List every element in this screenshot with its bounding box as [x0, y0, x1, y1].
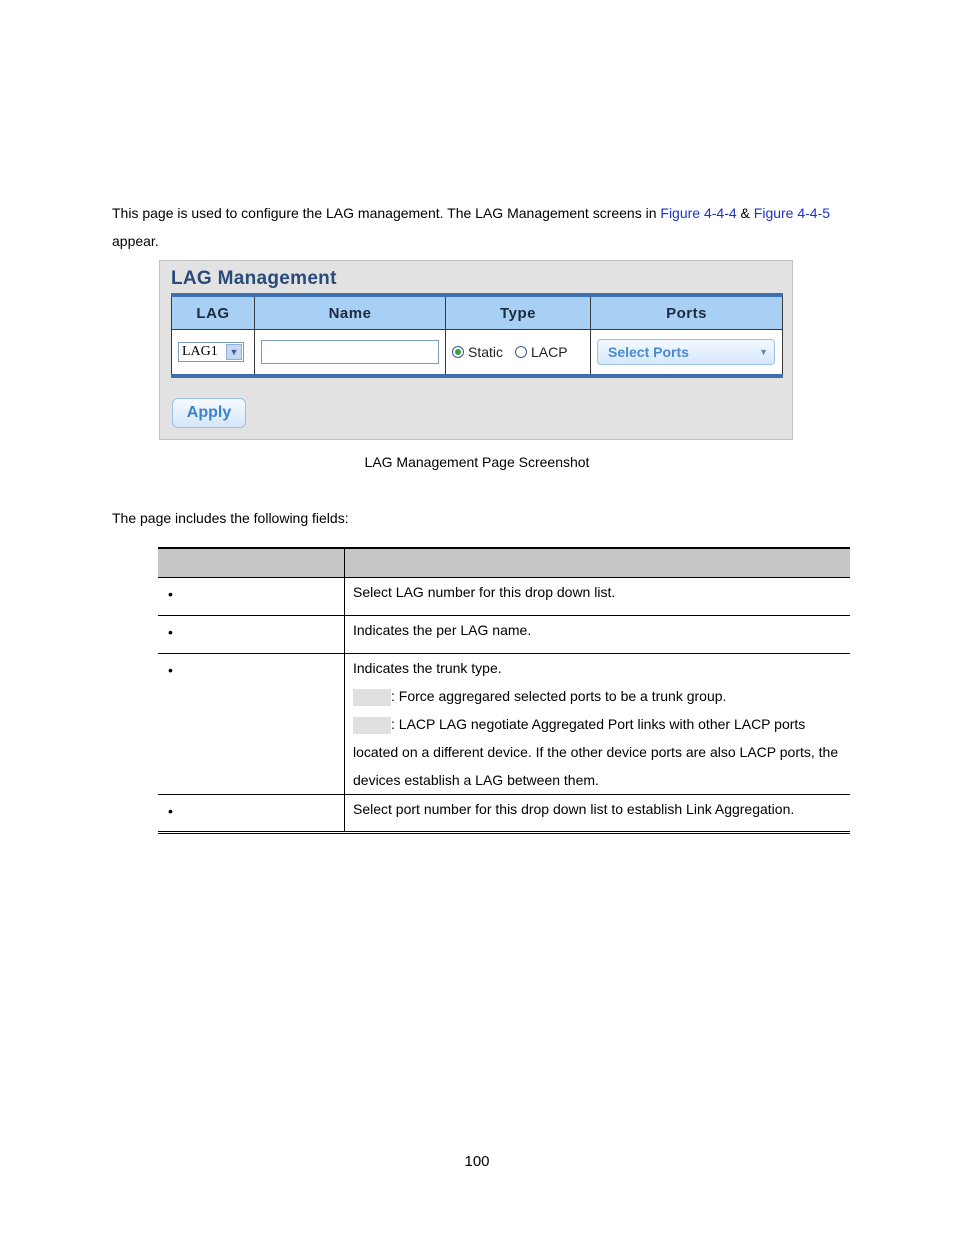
description-cell	[345, 616, 851, 654]
figure-link-4-4-5[interactable]: Figure 4-4-5	[753, 205, 831, 221]
highlight-box	[353, 689, 391, 706]
object-cell	[158, 654, 345, 795]
chevron-down-icon[interactable]: ▼	[226, 344, 242, 360]
description-line: Select LAG number for this drop down list.	[353, 584, 616, 600]
table-row	[158, 578, 850, 616]
highlight-box	[353, 717, 391, 734]
static-label[interactable]: Static	[468, 344, 504, 360]
lag-cell	[172, 330, 255, 377]
ports-cell	[591, 330, 783, 377]
header-lag: LAG	[172, 295, 255, 330]
figure-caption: LAG Management Page Screenshot	[364, 454, 590, 470]
bullet: •	[168, 662, 173, 678]
bullet: •	[168, 803, 173, 819]
intro-paragraph	[112, 199, 852, 255]
description-line	[353, 710, 842, 738]
lacp-description: : LACP LAG negotiate Aggregated Port links with other LACP ports	[391, 716, 806, 732]
name-cell	[255, 330, 446, 377]
table-row	[158, 795, 850, 833]
type-cell	[446, 330, 591, 377]
description-cell	[345, 795, 851, 833]
lag-select-value: LAG1	[182, 344, 218, 359]
bullet: •	[168, 624, 173, 640]
bullet: •	[168, 586, 173, 602]
figure-link-4-4-4[interactable]: Figure 4-4-4	[660, 205, 737, 221]
fields-header-row	[158, 548, 850, 578]
description-line: Indicates the trunk type.	[353, 660, 502, 676]
select-ports-label: Select Ports	[608, 344, 689, 360]
static-radio[interactable]	[452, 346, 464, 358]
description-line: Select port number for this drop down list to establish Link Aggregation.	[353, 801, 795, 817]
lag-management-table	[171, 293, 783, 378]
description-line: located on a different device. If the other device ports are also LACP ports, the	[353, 744, 839, 760]
header-description	[345, 548, 851, 578]
object-cell	[158, 616, 345, 654]
type-radio-group	[452, 344, 584, 360]
description-line: devices establish a LAG between them.	[353, 772, 599, 788]
page-number: 100	[464, 1153, 490, 1170]
description-line	[353, 682, 842, 710]
lacp-radio[interactable]	[515, 346, 527, 358]
description-cell	[345, 578, 851, 616]
table-row	[158, 654, 850, 795]
fields-table	[158, 547, 850, 834]
header-name: Name	[255, 295, 446, 330]
lag-name-input[interactable]	[261, 340, 439, 364]
description-cell	[345, 654, 851, 795]
description-line: Indicates the per LAG name.	[353, 622, 532, 638]
table-row	[158, 616, 850, 654]
intro-text: This page is used to configure the LAG management. The LAG Management screens in	[112, 205, 661, 221]
lacp-label[interactable]: LACP	[531, 344, 568, 360]
header-object	[158, 548, 345, 578]
lag-select[interactable]	[178, 342, 244, 362]
header-ports: Ports	[591, 295, 783, 330]
apply-button[interactable]: Apply	[172, 398, 246, 428]
object-cell	[158, 578, 345, 616]
fields-intro: The page includes the following fields:	[112, 510, 349, 526]
lag-management-screenshot	[159, 260, 793, 440]
header-type: Type	[446, 295, 591, 330]
screenshot-title: LAG Management	[171, 268, 337, 289]
select-ports-dropdown[interactable]	[597, 339, 775, 365]
object-cell	[158, 795, 345, 833]
intro-ampersand: &	[736, 205, 754, 221]
static-description: : Force aggregared selected ports to be a trunk group.	[391, 688, 727, 704]
intro-text-end: appear.	[112, 233, 159, 249]
caret-down-icon: ▼	[759, 347, 768, 357]
